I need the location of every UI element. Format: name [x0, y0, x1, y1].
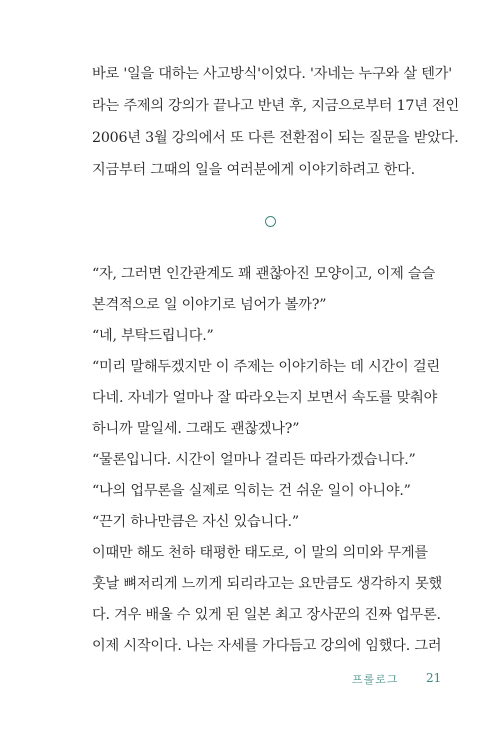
text-line: 다. 겨우 배울 수 있게 된 일본 최고 장사꾼의 진짜 업무론.	[92, 607, 441, 623]
text-line: 이제 시작이다. 나는 자세를 가다듬고 강의에 임했다. 그러	[92, 638, 442, 654]
text-line: “끈기 하나만큼은 자신 있습니다.”	[92, 514, 299, 530]
text-line: 라는 주제의 강의가 끝나고 반년 후, 지금으로부터 17년 전인	[92, 98, 460, 114]
text-line: “자, 그러면 인간관계도 꽤 괜찮아진 모양이고, 이제 슬슬	[92, 266, 435, 282]
page-number: 21	[426, 671, 442, 685]
text-line: 본격적으로 일 이야기로 넘어가 볼까?”	[92, 297, 327, 313]
text-line: 이때만 해도 천하 태평한 태도로, 이 말의 의미와 무게를	[92, 545, 428, 561]
text-line: 다네. 자네가 얼마나 잘 따라오는지 보면서 속도를 맞춰야	[92, 390, 438, 406]
text-line: “물론입니다. 시간이 얼마나 걸리든 따라가겠습니다.”	[92, 452, 416, 468]
text-line: “네, 부탁드립니다.”	[92, 328, 214, 344]
text-line: “나의 업무론을 실제로 익히는 건 쉬운 일이 아니야.”	[92, 483, 411, 499]
running-footer-section-label: 프롤로그	[352, 673, 399, 686]
text-line: “미리 말해두겠지만 이 주제는 이야기하는 데 시간이 걸린	[92, 359, 440, 375]
text-line: 바로 '일을 대하는 사고방식'이었다. '자네는 누구와 살 텐가'	[92, 66, 452, 82]
text-line: 지금부터 그때의 일을 여러분에게 이야기하려고 한다.	[92, 162, 415, 178]
text-line: 하니까 말일세. 그래도 괜찮겠나?”	[92, 421, 300, 437]
text-line: 2006년 3월 강의에서 또 다른 전환점이 되는 질문을 받았다.	[92, 130, 459, 146]
text-line: 훗날 뼈저리게 느끼게 되리라고는 요만큼도 생각하지 못했	[92, 576, 442, 592]
section-divider-circle-icon	[265, 216, 276, 227]
